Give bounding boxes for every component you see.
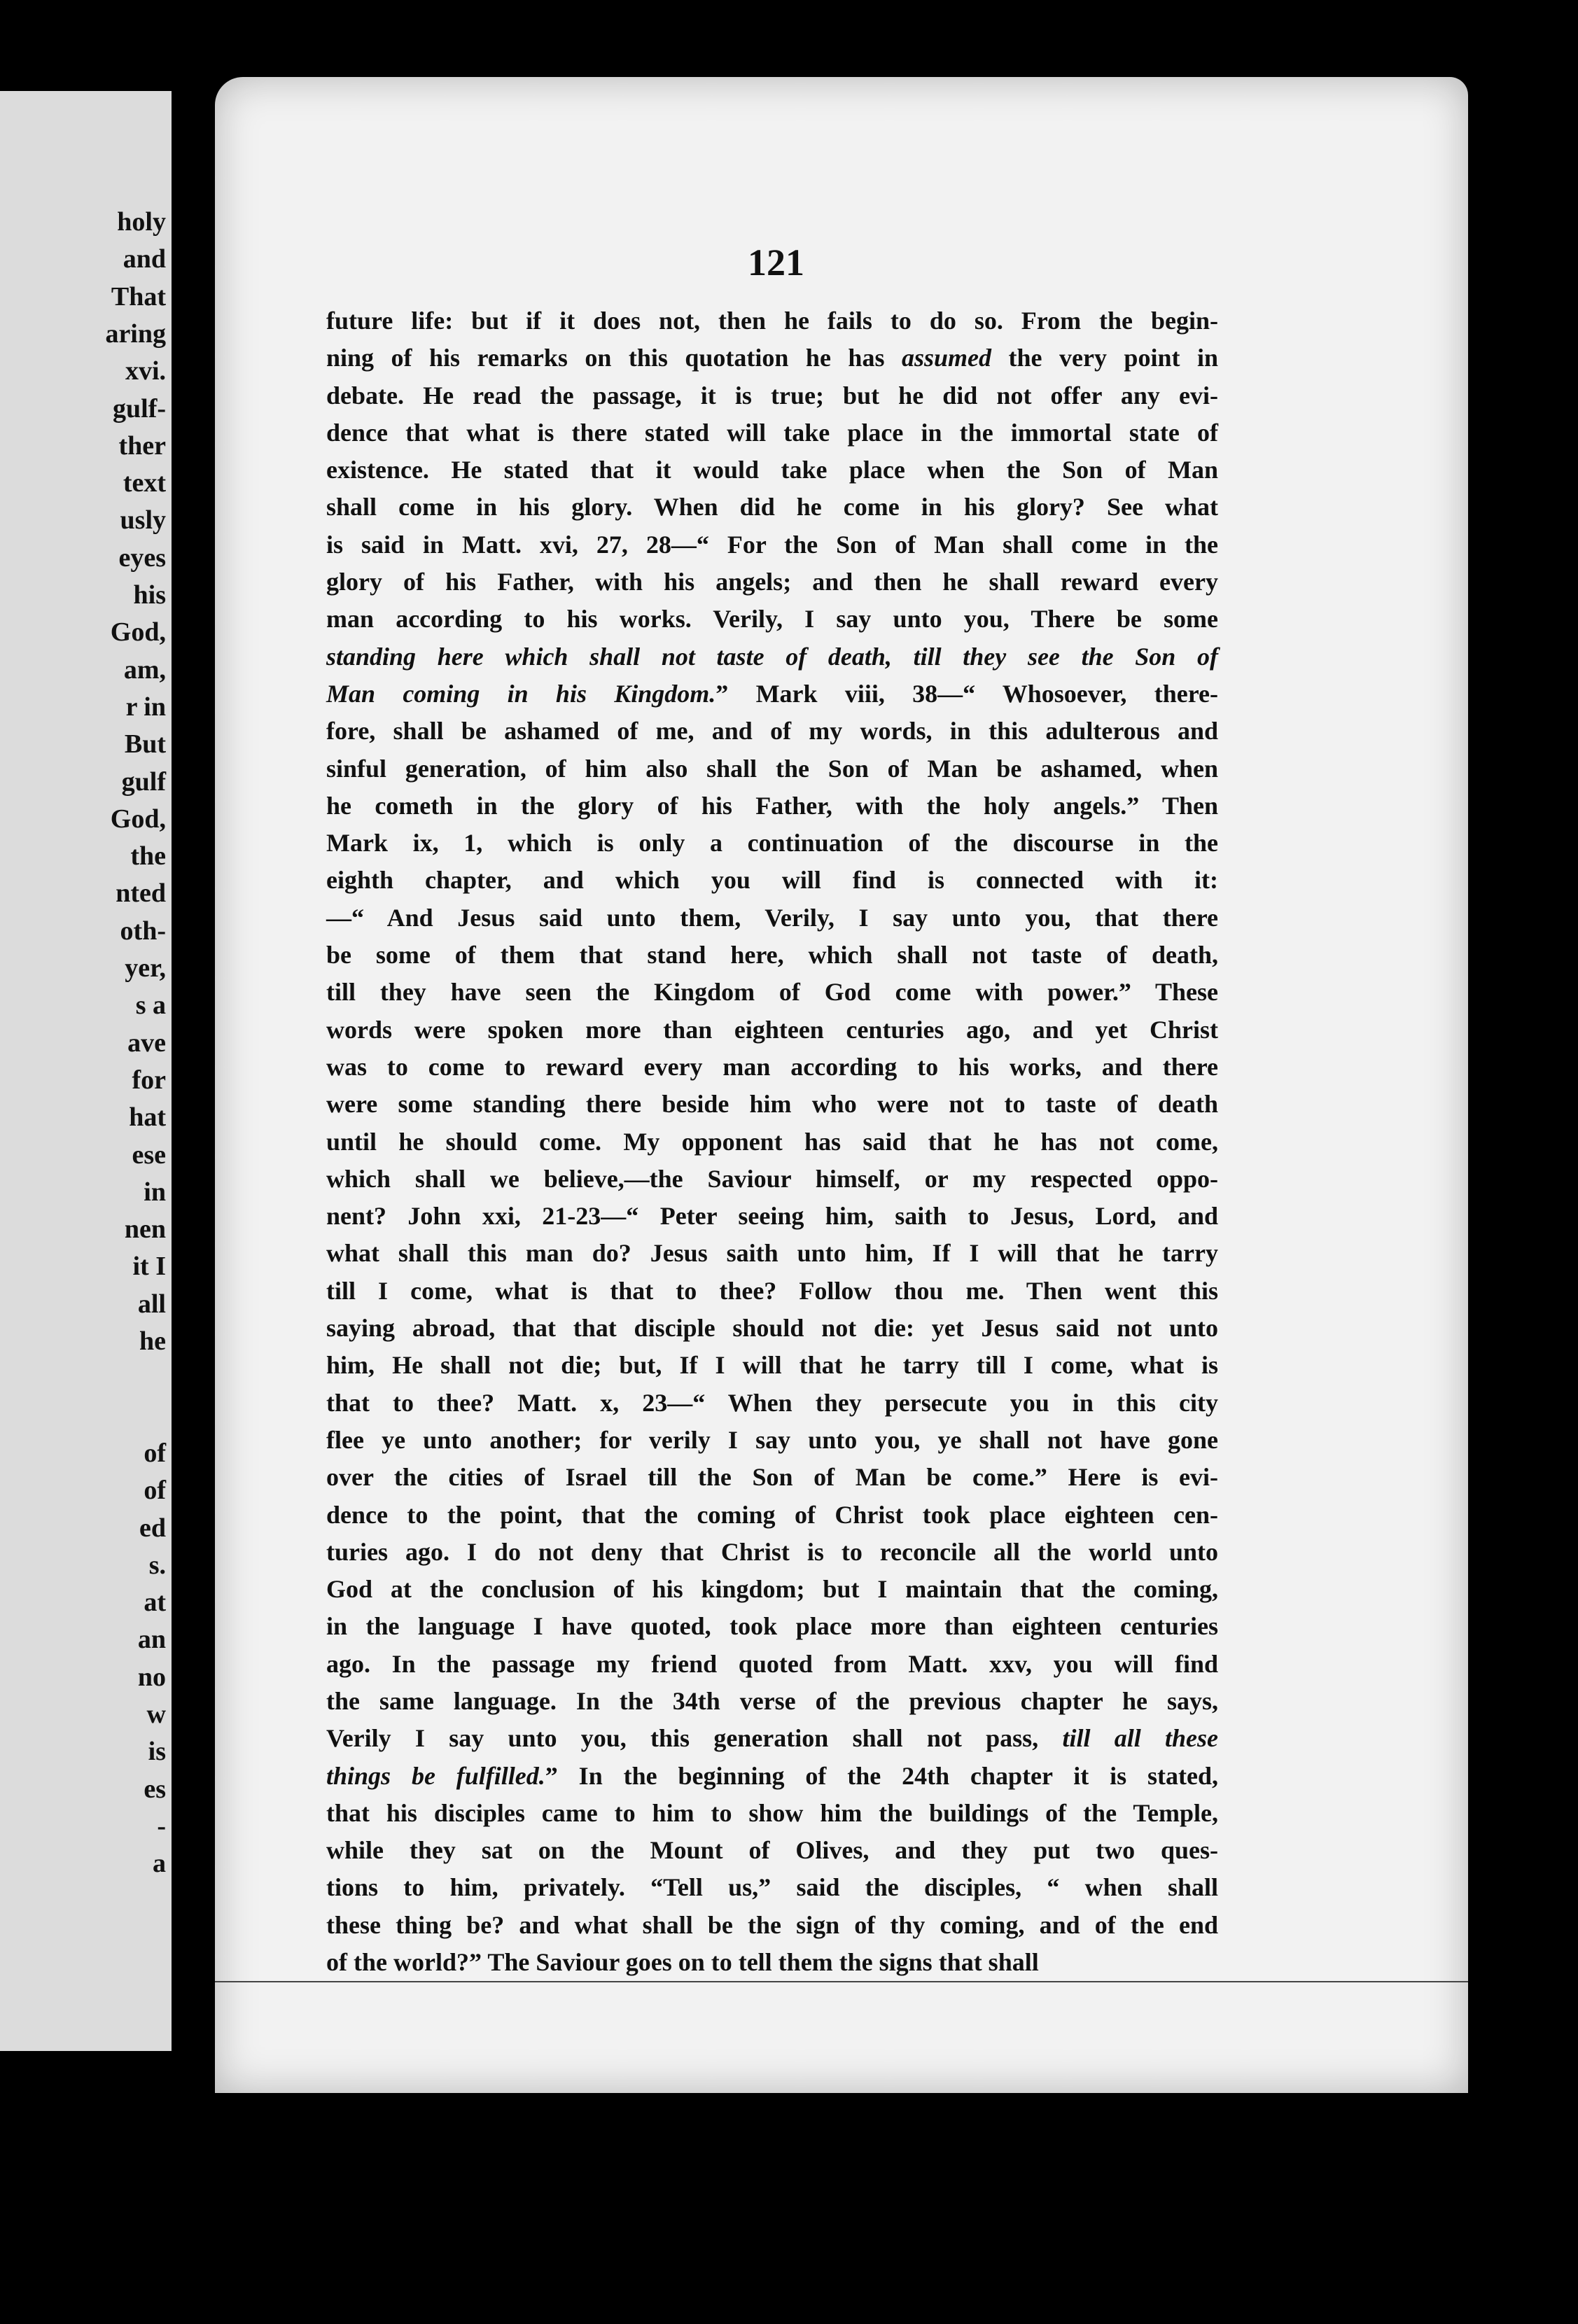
left-page-edge: [0, 91, 172, 2051]
text-line: he cometh in the glory of his Father, with the holy angels.” Then: [326, 791, 1218, 820]
left-page-fragment: s a: [135, 990, 166, 1021]
text-line: man according to his works. Verily, I say unto you, There be some: [326, 605, 1218, 634]
left-page-fragment: r in: [125, 692, 166, 722]
left-page-fragment: nen: [124, 1214, 166, 1245]
left-page-fragment: ese: [132, 1140, 166, 1170]
text-line: saying abroad, that that disciple should not die: yet Jesus said not unto: [326, 1314, 1218, 1343]
text-line: that to thee? Matt. x, 23—“ When they persecute you in this city: [326, 1388, 1218, 1417]
left-page-fragment: it I: [132, 1252, 166, 1282]
italic-text-run: standing here which shall not taste of death, till they see the Son of: [326, 642, 1218, 671]
body-text: [326, 302, 1218, 1981]
left-page-fragment: of: [144, 1476, 166, 1506]
text-line: until he should come. My opponent has said that he has not come,: [326, 1127, 1218, 1156]
text-line: shall come in his glory. When did he come in his glory? See what: [326, 493, 1218, 522]
left-page-fragment: his: [133, 580, 166, 610]
left-page-fragment: ave: [127, 1028, 166, 1058]
text-run: ning of his remarks on this quotation he has: [326, 344, 902, 372]
left-page-fragment: eyes: [118, 542, 166, 573]
text-line: words were spoken more than eighteen centuries ago, and yet Christ: [326, 1015, 1218, 1044]
text-line: turies ago. I do not deny that Christ is to reconcile all the world unto: [326, 1537, 1218, 1566]
left-page-fragment: holy: [117, 207, 166, 237]
text-line: [326, 638, 1218, 676]
text-line: —“ And Jesus said unto them, Verily, I say unto you, that there: [326, 903, 1218, 932]
left-page-fragment: That: [111, 281, 166, 312]
text-line: were some standing there beside him who were not to taste of death: [326, 1090, 1218, 1119]
left-page-fragment: in: [144, 1177, 166, 1207]
left-page-fragment: of: [144, 1438, 166, 1468]
text-line: in the language I have quoted, took place more than eighteen centuries: [326, 1612, 1218, 1641]
left-page-fragment: oth-: [120, 916, 166, 946]
left-page-fragment: God,: [110, 617, 166, 648]
text-line: eighth chapter, and which you will find is connected with it:: [326, 866, 1218, 895]
text-line: while they sat on the Mount of Olives, and they put two ques-: [326, 1836, 1218, 1865]
left-page-fragment: es: [144, 1774, 166, 1804]
text-line: dence that what is there stated will take place in the immortal state of: [326, 418, 1218, 447]
left-page-fragment: aring: [105, 318, 166, 349]
scan-bottom-shadow: [215, 2093, 1468, 2324]
text-line: nent? John xxi, 21-23—“ Peter seeing him, saith to Jesus, Lord, and: [326, 1202, 1218, 1231]
text-line: of the world?” The Saviour goes on to tell them the signs that shall: [326, 1948, 1039, 1977]
page-bottom-rule: [215, 1981, 1468, 1982]
text-line: tions to him, privately. “Tell us,” said the disciples, “ when shall: [326, 1873, 1218, 1902]
left-page-fragment: an: [137, 1625, 166, 1655]
left-page-fragment: hat: [129, 1102, 166, 1133]
left-page-fragment: am,: [123, 654, 166, 685]
left-page-fragment: s.: [148, 1550, 166, 1580]
text-line: glory of his Father, with his angels; and then he shall reward every: [326, 568, 1218, 596]
italic-text-run: Man coming in his Kingdom.: [326, 679, 716, 708]
left-page-fragment: God,: [110, 804, 166, 834]
text-line: that his disciples came to him to show him the buildings of the Temple,: [326, 1798, 1218, 1827]
text-line: fore, shall be ashamed of me, and of my words, in this adulterous and: [326, 717, 1218, 746]
text-line: the same language. In the 34th verse of the previous chapter he says,: [326, 1686, 1218, 1715]
text-line: [326, 1758, 1218, 1795]
text-line: sinful generation, of him also shall the Son of Man be ashamed, when: [326, 754, 1218, 783]
text-line: [326, 340, 1218, 377]
text-run: ” In the beginning of the 24th chapter it is stated,: [545, 1761, 1218, 1790]
left-page-fragment: gulf-: [113, 393, 166, 424]
left-page-fragment: for: [132, 1065, 166, 1095]
left-page-fragment: text: [123, 468, 166, 498]
left-page-fragment: all: [137, 1289, 166, 1319]
italic-text-run: till all these: [1062, 1724, 1218, 1753]
left-page-fragment: and: [123, 244, 166, 274]
left-page-fragment: ed: [139, 1513, 166, 1543]
left-page-fragment: he: [139, 1326, 166, 1356]
left-page-fragment: a: [153, 1849, 166, 1879]
left-page-fragment: at: [144, 1588, 166, 1618]
left-page-fragment: no: [137, 1662, 166, 1692]
text-line: debate. He read the passage, it is true; but he did not offer any evi-: [326, 381, 1218, 410]
text-line: dence to the point, that the coming of Christ took place eighteen cen-: [326, 1500, 1218, 1529]
text-line: Mark ix, 1, which is only a continuation of the discourse in the: [326, 829, 1218, 858]
left-page-fragment: -: [157, 1811, 166, 1841]
left-page-fragment: gulf: [121, 766, 166, 797]
text-line: what shall this man do? Jesus saith unto him, If I will that he tarry: [326, 1239, 1218, 1268]
text-run: Verily I say unto you, this generation shall not pass,: [326, 1724, 1063, 1753]
text-line: him, He shall not die; but, If I will that he tarry till I come, what is: [326, 1351, 1218, 1380]
left-page-fragment: yer,: [125, 953, 166, 983]
left-page-fragment: is: [148, 1737, 166, 1767]
text-line: which shall we believe,—the Saviour himself, or my respected oppo-: [326, 1164, 1218, 1193]
text-line: till I come, what is that to thee? Follow thou me. Then went this: [326, 1276, 1218, 1305]
left-page-fragment: But: [124, 729, 166, 760]
text-line: be some of them that stand here, which shall not taste of death,: [326, 941, 1218, 969]
text-line: [326, 1720, 1218, 1757]
left-page-fragment: w: [146, 1700, 166, 1729]
left-page-fragment: ther: [118, 430, 166, 461]
book-gutter: [172, 0, 215, 2324]
left-page-fragment: usly: [120, 505, 166, 536]
text-line: [326, 676, 1218, 713]
left-page-fragment: xvi.: [125, 356, 166, 386]
text-line: future life: but if it does not, then he fails to do so. From the begin-: [326, 307, 1218, 335]
text-run: the very point in: [991, 344, 1218, 372]
left-page-fragment: the: [130, 841, 166, 872]
italic-text-run: things be fulfilled.: [326, 1761, 545, 1790]
italic-text-run: assumed: [901, 344, 991, 372]
text-run: ” Mark viii, 38—“ Whosoever, there-: [715, 679, 1218, 708]
text-line: God at the conclusion of his kingdom; but I maintain that the coming,: [326, 1575, 1218, 1604]
text-line: these thing be? and what shall be the sign of thy coming, and of the end: [326, 1910, 1218, 1939]
left-page-fragment: nted: [116, 878, 166, 909]
page-number: 121: [748, 241, 804, 284]
text-line: ago. In the passage my friend quoted from Matt. xxv, you will find: [326, 1649, 1218, 1678]
text-line: existence. He stated that it would take place when the Son of Man: [326, 456, 1218, 484]
text-line: is said in Matt. xvi, 27, 28—“ For the Son of Man shall come in the: [326, 530, 1218, 559]
text-line: flee ye unto another; for verily I say unto you, ye shall not have gone: [326, 1425, 1218, 1454]
text-line: over the cities of Israel till the Son of Man be come.” Here is evi-: [326, 1463, 1218, 1492]
text-line: till they have seen the Kingdom of God come with power.” These: [326, 978, 1218, 1007]
text-line: was to come to reward every man according to his works, and there: [326, 1052, 1218, 1081]
